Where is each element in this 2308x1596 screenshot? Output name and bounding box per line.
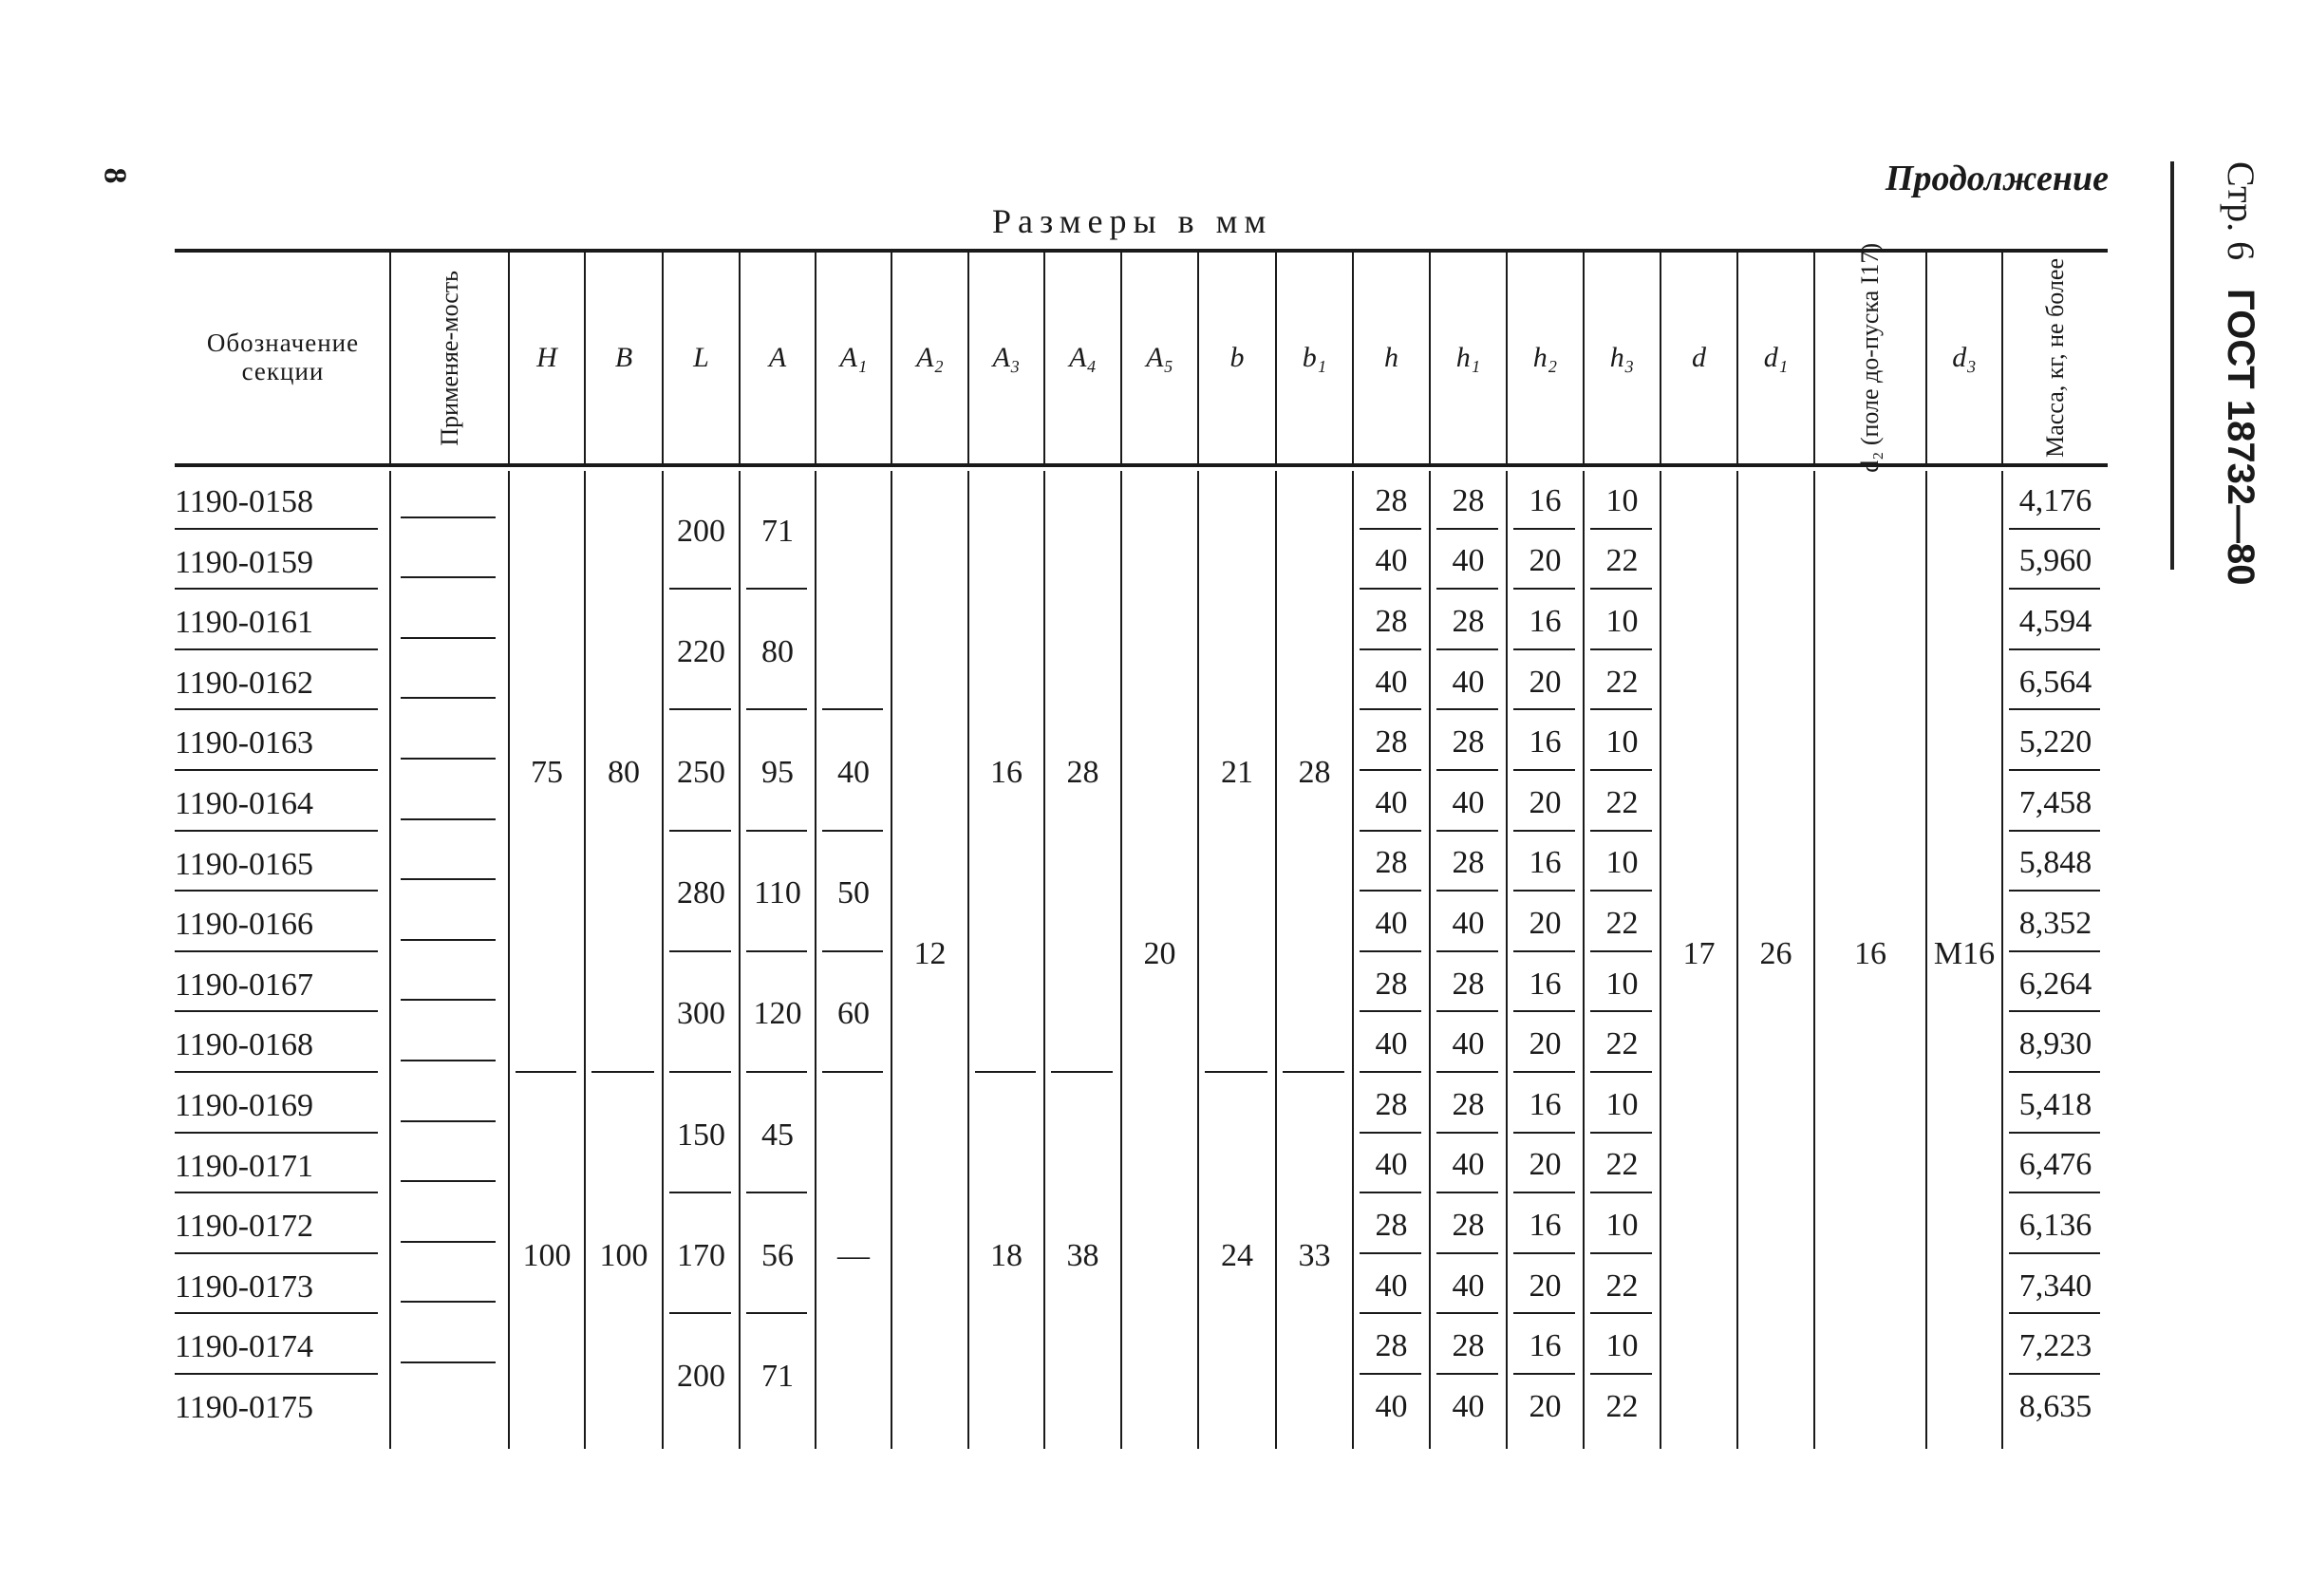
section-code: 1190-0173: [175, 1268, 314, 1305]
underline-h1: [1436, 1010, 1498, 1012]
cell-L-rule: [669, 588, 731, 590]
cell-A: 71: [761, 513, 794, 549]
cell-mass: 5,960: [2018, 543, 2092, 579]
header-A2: A₂: [916, 342, 944, 373]
underline-h1: [1436, 830, 1498, 832]
spine-rule: [2170, 161, 2174, 570]
underline-mass: [2009, 528, 2100, 530]
underline-h2: [1513, 648, 1575, 650]
cell-B-rule: [591, 1071, 654, 1073]
header-H: H: [536, 342, 557, 373]
underline-mass: [2009, 1192, 2100, 1193]
underline-h2: [1513, 1132, 1575, 1134]
applicability-dash: [401, 1120, 496, 1122]
applicability-dash: [401, 1301, 496, 1303]
underline-h1: [1436, 528, 1498, 530]
underline-h2: [1513, 588, 1575, 590]
underline-mass: [2009, 1010, 2100, 1012]
cell-mass: 5,220: [2018, 724, 2092, 760]
cell-h2: 20: [1529, 1267, 1562, 1304]
underline-mass: [2009, 588, 2100, 590]
cell-h2: 16: [1529, 1328, 1562, 1364]
cell-L: 220: [677, 633, 725, 669]
cell-A1: 50: [837, 875, 870, 911]
header-d3: d₃: [1952, 342, 1977, 373]
cell-A5: 20: [1143, 935, 1176, 971]
cell-A1-rule: [822, 950, 883, 952]
cell-h1: 28: [1452, 1207, 1485, 1243]
cell-L: 150: [677, 1117, 725, 1153]
section-code: 1190-0172: [175, 1209, 314, 1245]
cell-h1: 28: [1452, 1328, 1485, 1364]
cell-L: 200: [677, 1358, 725, 1394]
applicability-dash: [401, 999, 496, 1001]
cell-h3: 10: [1605, 1086, 1639, 1122]
cell-L-rule: [669, 708, 731, 710]
cell-mass: 6,476: [2018, 1147, 2092, 1183]
section-code: 1190-0158: [175, 484, 314, 519]
code-underline: [175, 708, 378, 710]
underline-h: [1360, 769, 1421, 771]
cell-h: 40: [1375, 664, 1408, 700]
underline-h: [1360, 950, 1421, 952]
cell-A4-rule: [1051, 1071, 1113, 1073]
dimensions-note: Размеры в мм: [992, 202, 1273, 240]
cell-A4: 38: [1066, 1237, 1099, 1273]
cell-A1: 60: [837, 996, 870, 1032]
underline-h3: [1590, 830, 1652, 832]
cell-h3: 22: [1605, 543, 1639, 579]
underline-h1: [1436, 708, 1498, 710]
underline-h2: [1513, 769, 1575, 771]
underline-h: [1360, 588, 1421, 590]
underline-mass: [2009, 950, 2100, 952]
header-d2-text: d₂ (поле до-пуска I17): [1856, 243, 1885, 473]
cell-mass: 8,930: [2018, 1026, 2092, 1062]
cell-L: 200: [677, 513, 725, 549]
section-code: 1190-0169: [175, 1088, 314, 1123]
cell-H: 100: [522, 1237, 572, 1273]
header-b1: b₁: [1302, 342, 1327, 373]
cell-A-rule: [746, 950, 807, 952]
underline-h1: [1436, 1132, 1498, 1134]
cell-h: 40: [1375, 1026, 1408, 1062]
cell-h3: 10: [1605, 1328, 1639, 1364]
header-designation: Обозначение секции: [206, 329, 360, 385]
cell-A3: 16: [990, 755, 1023, 790]
underline-h2: [1513, 1192, 1575, 1193]
cell-L: 300: [677, 996, 725, 1032]
applicability-dash: [401, 758, 496, 760]
cell-A4: 28: [1066, 755, 1099, 790]
cell-h3: 22: [1605, 784, 1639, 820]
underline-h3: [1590, 950, 1652, 952]
cell-h3: 10: [1605, 724, 1639, 760]
cell-h1: 28: [1452, 845, 1485, 881]
cell-h1: 40: [1452, 543, 1485, 579]
applicability-dash: [401, 516, 496, 518]
cell-h1: 28: [1452, 1086, 1485, 1122]
cell-mass: 6,264: [2018, 966, 2092, 1002]
underline-h3: [1590, 1373, 1652, 1375]
applicability-dash: [401, 637, 496, 639]
cell-L-rule: [669, 1312, 731, 1314]
underline-mass: [2009, 648, 2100, 650]
table-header-rule: [175, 463, 2108, 467]
underline-h3: [1590, 588, 1652, 590]
cell-A-rule: [746, 1071, 807, 1073]
underline-h3: [1590, 1010, 1652, 1012]
underline-h1: [1436, 950, 1498, 952]
underline-h: [1360, 1132, 1421, 1134]
cell-h3: 10: [1605, 603, 1639, 639]
cell-h2: 16: [1529, 1207, 1562, 1243]
cell-A: 45: [761, 1117, 794, 1153]
cell-H: 75: [531, 755, 563, 790]
cell-h: 40: [1375, 1388, 1408, 1424]
underline-h3: [1590, 708, 1652, 710]
cell-A1-rule: [822, 708, 883, 710]
column-divider-body: [389, 471, 391, 1449]
section-code: 1190-0159: [175, 544, 314, 580]
header-mass: [2003, 253, 2108, 463]
cell-b1: 33: [1298, 1237, 1331, 1273]
code-underline: [175, 1010, 378, 1012]
code-underline: [175, 830, 378, 832]
section-code: 1190-0167: [175, 967, 314, 1003]
cell-b1: 28: [1298, 755, 1331, 790]
spine-header: [2222, 161, 2260, 586]
cell-mass: 8,352: [2018, 905, 2092, 941]
applicability-dash: [401, 818, 496, 820]
code-underline: [175, 1252, 378, 1254]
header-A1: A₁: [839, 342, 868, 373]
section-code: 1190-0175: [175, 1390, 314, 1425]
cell-L-rule: [669, 1071, 731, 1073]
header-applicability-text: Применяе-мость: [435, 270, 463, 446]
underline-h1: [1436, 648, 1498, 650]
cell-h2: 20: [1529, 1026, 1562, 1062]
applicability-dash: [401, 878, 496, 880]
underline-mass: [2009, 1373, 2100, 1375]
cell-h: 40: [1375, 1147, 1408, 1183]
cell-A: 71: [761, 1358, 794, 1394]
cell-h2: 20: [1529, 905, 1562, 941]
header-A5: A₅: [1146, 342, 1173, 373]
cell-L-rule: [669, 830, 731, 832]
header-h1: h₁: [1455, 342, 1481, 373]
applicability-dash: [401, 1241, 496, 1243]
underline-mass: [2009, 769, 2100, 771]
page-number: 8: [97, 167, 133, 184]
cell-h2: 16: [1529, 966, 1562, 1002]
underline-h2: [1513, 890, 1575, 892]
cell-A2: 12: [913, 935, 947, 971]
header-applicability: [391, 253, 508, 463]
header-d1: d₁: [1763, 342, 1789, 373]
code-underline: [175, 588, 378, 590]
header-B: B: [614, 342, 633, 373]
section-code: 1190-0165: [175, 846, 314, 882]
cell-h1: 40: [1452, 905, 1485, 941]
code-underline: [175, 769, 378, 771]
underline-h3: [1590, 890, 1652, 892]
cell-h3: 22: [1605, 1147, 1639, 1183]
cell-h3: 10: [1605, 966, 1639, 1002]
spine-page-label: Стр. 6: [2220, 161, 2262, 261]
cell-A: 110: [754, 875, 801, 911]
underline-h1: [1436, 1312, 1498, 1314]
cell-mass: 7,340: [2018, 1267, 2092, 1304]
underline-h: [1360, 830, 1421, 832]
cell-h: 28: [1375, 724, 1408, 760]
cell-h3: 22: [1605, 905, 1639, 941]
section-code: 1190-0164: [175, 786, 314, 821]
cell-mass: 5,418: [2018, 1086, 2092, 1122]
underline-h3: [1590, 769, 1652, 771]
underline-mass: [2009, 708, 2100, 710]
underline-h: [1360, 1373, 1421, 1375]
cell-h2: 16: [1529, 845, 1562, 881]
underline-h2: [1513, 1010, 1575, 1012]
cell-h2: 16: [1529, 724, 1562, 760]
cell-mass: 5,848: [2018, 845, 2092, 881]
cell-h1: 28: [1452, 482, 1485, 518]
underline-h2: [1513, 830, 1575, 832]
cell-h2: 20: [1529, 543, 1562, 579]
section-code: 1190-0171: [175, 1148, 314, 1184]
cell-h: 28: [1375, 482, 1408, 518]
cell-h: 28: [1375, 1086, 1408, 1122]
underline-h3: [1590, 1192, 1652, 1193]
underline-mass: [2009, 830, 2100, 832]
cell-A: 56: [761, 1237, 794, 1273]
header-A: A: [768, 342, 787, 373]
cell-h: 40: [1375, 784, 1408, 820]
applicability-dash: [401, 1180, 496, 1182]
underline-h2: [1513, 708, 1575, 710]
cell-A3: 18: [990, 1237, 1023, 1273]
underline-h: [1360, 890, 1421, 892]
underline-h2: [1513, 1071, 1575, 1073]
code-underline: [175, 1132, 378, 1134]
cell-h1: 28: [1452, 724, 1485, 760]
cell-h2: 20: [1529, 1388, 1562, 1424]
underline-h3: [1590, 1312, 1652, 1314]
cell-h2: 20: [1529, 1147, 1562, 1183]
cell-mass: 4,594: [2018, 603, 2092, 639]
cell-L: 170: [677, 1237, 725, 1273]
cell-mass: 7,223: [2018, 1328, 2092, 1364]
applicability-dash: [401, 939, 496, 941]
underline-mass: [2009, 1132, 2100, 1134]
cell-h2: 16: [1529, 603, 1562, 639]
cell-A-rule: [746, 708, 807, 710]
underline-h: [1360, 1192, 1421, 1193]
cell-A: 120: [753, 996, 802, 1032]
cell-d3: M16: [1933, 935, 1996, 971]
underline-h: [1360, 1010, 1421, 1012]
cell-h3: 22: [1605, 1026, 1639, 1062]
underline-h2: [1513, 1312, 1575, 1314]
code-underline: [175, 1071, 378, 1073]
underline-h3: [1590, 648, 1652, 650]
header-h: h: [1384, 342, 1398, 373]
code-underline: [175, 1192, 378, 1193]
underline-mass: [2009, 1252, 2100, 1254]
cell-mass: 6,136: [2018, 1207, 2092, 1243]
cell-h3: 22: [1605, 664, 1639, 700]
underline-h2: [1513, 528, 1575, 530]
cell-L-rule: [669, 950, 731, 952]
underline-h2: [1513, 1252, 1575, 1254]
cell-A1-rule: [822, 830, 883, 832]
cell-h1: 40: [1452, 1267, 1485, 1304]
underline-h2: [1513, 950, 1575, 952]
cell-h: 40: [1375, 905, 1408, 941]
cell-h: 28: [1375, 966, 1408, 1002]
section-code: 1190-0168: [175, 1027, 314, 1063]
underline-h1: [1436, 1071, 1498, 1073]
header-A4: A₄: [1069, 342, 1097, 373]
header-A3: A₃: [992, 342, 1021, 373]
code-underline: [175, 950, 378, 952]
cell-h1: 40: [1452, 784, 1485, 820]
section-code: 1190-0163: [175, 725, 314, 761]
cell-A-rule: [746, 1192, 807, 1193]
underline-h1: [1436, 1373, 1498, 1375]
cell-h1: 28: [1452, 603, 1485, 639]
underline-h: [1360, 708, 1421, 710]
cell-L-rule: [669, 1192, 731, 1193]
cell-mass: 7,458: [2018, 784, 2092, 820]
cell-A1: 40: [837, 754, 870, 790]
continuation-label: Продолжение: [1885, 159, 2109, 198]
cell-A: 95: [761, 754, 794, 790]
cell-h1: 40: [1452, 664, 1485, 700]
cell-h: 40: [1375, 543, 1408, 579]
cell-B: 80: [608, 755, 640, 790]
cell-mass: 6,564: [2018, 664, 2092, 700]
applicability-dash: [401, 1361, 496, 1363]
applicability-dash: [401, 576, 496, 578]
cell-h2: 16: [1529, 482, 1562, 518]
code-underline: [175, 1373, 378, 1375]
header-mass-text: Масса, кг, не более: [2041, 258, 2070, 458]
cell-B: 100: [599, 1237, 648, 1273]
applicability-dash: [401, 1060, 496, 1061]
code-underline: [175, 528, 378, 530]
cell-h: 28: [1375, 1328, 1408, 1364]
cell-A: 80: [761, 633, 794, 669]
underline-h: [1360, 1312, 1421, 1314]
cell-h1: 40: [1452, 1388, 1485, 1424]
cell-A-rule: [746, 588, 807, 590]
underline-h1: [1436, 769, 1498, 771]
code-underline: [175, 890, 378, 892]
cell-h2: 20: [1529, 664, 1562, 700]
cell-H-rule: [516, 1071, 576, 1073]
header-d: d: [1692, 342, 1706, 373]
cell-h3: 10: [1605, 845, 1639, 881]
underline-h1: [1436, 890, 1498, 892]
underline-mass: [2009, 890, 2100, 892]
cell-b1-rule: [1283, 1071, 1344, 1073]
cell-b: 24: [1221, 1237, 1253, 1273]
cell-A1: —: [837, 1237, 870, 1273]
header-L: L: [693, 342, 709, 373]
cell-b: 21: [1221, 755, 1253, 790]
underline-h: [1360, 1252, 1421, 1254]
cell-h3: 22: [1605, 1267, 1639, 1304]
cell-b-rule: [1205, 1071, 1267, 1073]
header-b: b: [1229, 342, 1245, 373]
header-h2: h₂: [1532, 342, 1558, 373]
underline-h1: [1436, 1192, 1498, 1193]
spine-standard: ГОСТ 18732—80: [2220, 289, 2261, 586]
cell-A1-rule: [822, 1071, 883, 1073]
underline-mass: [2009, 1071, 2100, 1073]
section-code: 1190-0174: [175, 1329, 314, 1365]
underline-h1: [1436, 588, 1498, 590]
applicability-dash: [401, 697, 496, 699]
cell-h3: 22: [1605, 1388, 1639, 1424]
underline-mass: [2009, 1312, 2100, 1314]
header-h3: h₃: [1609, 342, 1635, 373]
cell-mass: 4,176: [2018, 482, 2092, 518]
cell-d: 17: [1682, 935, 1716, 971]
cell-h: 28: [1375, 603, 1408, 639]
cell-h1: 40: [1452, 1147, 1485, 1183]
section-code: 1190-0166: [175, 907, 314, 943]
cell-d1: 26: [1759, 935, 1792, 971]
cell-A3-rule: [975, 1071, 1036, 1073]
cell-L: 250: [677, 754, 725, 790]
section-code: 1190-0162: [175, 665, 314, 701]
underline-h3: [1590, 1071, 1652, 1073]
cell-h: 28: [1375, 1207, 1408, 1243]
underline-h2: [1513, 1373, 1575, 1375]
header-d2: [1815, 243, 1925, 473]
cell-h: 40: [1375, 1267, 1408, 1304]
underline-h: [1360, 1071, 1421, 1073]
underline-h1: [1436, 1252, 1498, 1254]
cell-h2: 20: [1529, 784, 1562, 820]
cell-d2: 16: [1854, 935, 1886, 971]
underline-h3: [1590, 528, 1652, 530]
cell-h2: 16: [1529, 1086, 1562, 1122]
code-underline: [175, 648, 378, 650]
code-underline: [175, 1312, 378, 1314]
cell-h1: 40: [1452, 1026, 1485, 1062]
cell-h3: 10: [1605, 482, 1639, 518]
underline-h: [1360, 528, 1421, 530]
cell-h: 28: [1375, 845, 1408, 881]
cell-A-rule: [746, 830, 807, 832]
section-code: 1190-0161: [175, 605, 314, 641]
cell-h3: 10: [1605, 1207, 1639, 1243]
cell-L: 280: [677, 875, 725, 911]
cell-mass: 8,635: [2018, 1388, 2092, 1424]
cell-h1: 28: [1452, 966, 1485, 1002]
cell-A-rule: [746, 1312, 807, 1314]
underline-h3: [1590, 1132, 1652, 1134]
underline-h: [1360, 648, 1421, 650]
underline-h3: [1590, 1252, 1652, 1254]
